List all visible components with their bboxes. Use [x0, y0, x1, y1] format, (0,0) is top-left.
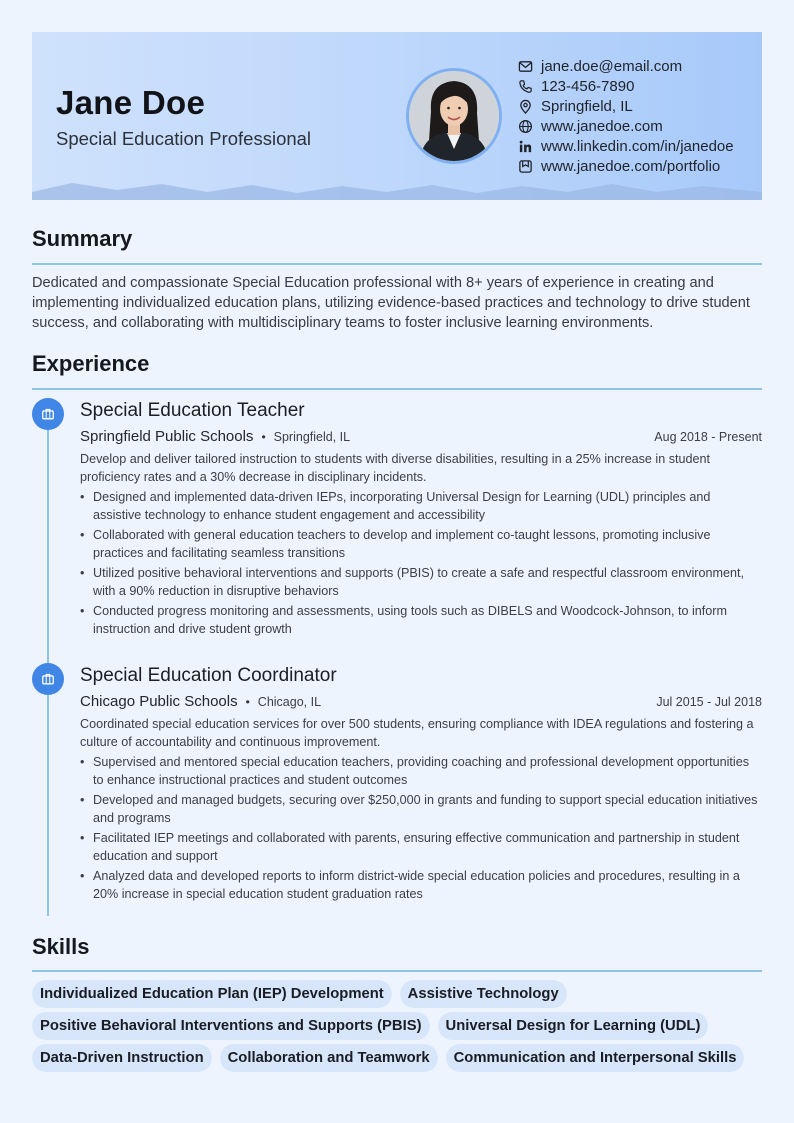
contact-location-text: Springfield, IL — [541, 97, 633, 115]
location-pin-icon — [518, 99, 533, 114]
contact-portfolio[interactable] — [518, 156, 734, 176]
job-entry — [80, 398, 762, 638]
contact-phone[interactable] — [518, 76, 734, 96]
globe-icon — [518, 119, 533, 134]
contact-email[interactable] — [518, 56, 734, 76]
job-title: Special Education Teacher — [80, 400, 305, 421]
contact-list — [518, 56, 734, 176]
skill-chip: Individualized Education Plan (IEP) Development — [32, 980, 392, 1008]
header-wave-decoration — [32, 180, 762, 200]
experience-heading: Experience — [32, 351, 150, 376]
profile-photo — [406, 68, 502, 164]
skill-chip: Collaboration and Teamwork — [220, 1044, 438, 1072]
contact-portfolio-text: www.janedoe.com/portfolio — [541, 157, 721, 175]
mail-icon — [518, 59, 533, 74]
summary-divider — [32, 263, 762, 265]
job-bullets — [80, 753, 762, 903]
skills-row — [32, 980, 762, 1008]
skill-chip: Communication and Interpersonal Skills — [446, 1044, 745, 1072]
briefcase-icon — [41, 672, 55, 686]
skills-heading: Skills — [32, 934, 90, 959]
meta-separator: • — [261, 430, 266, 444]
linkedin-icon — [518, 139, 533, 154]
job-dates: Aug 2018 - Present — [654, 430, 762, 444]
skills-row — [32, 1044, 762, 1072]
skills-list — [32, 980, 762, 1076]
job-bullet: • Designed and implemented data-driven IEPs, incorporating Universal Design for Learning (UDL) principles and assistive technology to enhance student engagement and accessibility — [80, 488, 762, 524]
job-meta — [80, 689, 762, 715]
experience-divider — [32, 388, 762, 390]
job-location: Chicago, IL — [257, 695, 322, 709]
timeline-dot — [32, 663, 64, 695]
contact-linkedin[interactable] — [518, 136, 734, 156]
job-location: Springfield, IL — [273, 430, 351, 444]
job-bullet: • Supervised and mentored special education teachers, providing coaching and professional development opportunities to enhance instructional practices and student outcomes — [80, 753, 762, 789]
candidate-title: Special Education Professional — [56, 128, 312, 149]
contact-website-text: www.janedoe.com — [541, 117, 663, 135]
contact-phone-text: 123-456-7890 — [541, 77, 635, 95]
job-description: Develop and deliver tailored instruction to students with diverse disabilities, resulting in a 25% increase in student proficiency rates and a 30% decrease in disciplinary incidents. — [80, 452, 711, 484]
contact-website[interactable] — [518, 116, 734, 136]
skill-chip: Data-Driven Instruction — [32, 1044, 212, 1072]
job-description: Coordinated special education services for over 500 students, ensuring compliance with IDEA regulations and fostering a culture of accountability and continuous improvement. — [80, 717, 754, 749]
skills-row — [32, 1012, 762, 1040]
job-company: Springfield Public Schools — [80, 428, 254, 445]
job-bullet: • Analyzed data and developed reports to inform district-wide special education policies and procedures, resulting in a 20% increase in special education student graduation rates — [80, 867, 762, 903]
meta-separator: • — [245, 695, 250, 709]
skill-chip: Universal Design for Learning (UDL) — [438, 1012, 709, 1040]
timeline-dot — [32, 398, 64, 430]
job-bullet: • Collaborated with general education teachers to develop and implement co-taught lessons, promoting inclusive practices and facilitating seamless transitions — [80, 526, 762, 562]
contact-email-text: jane.doe@email.com — [541, 57, 683, 75]
summary-heading: Summary — [32, 226, 133, 251]
candidate-name: Jane Doe — [56, 84, 206, 121]
summary-text: Dedicated and compassionate Special Education professional with 8+ years of experience in creating and implementing individualized education plans, utilizing evidence-based practices and technology to drive student success, and collaborating with multidisciplinary teams to foster inclusive learning environments. — [32, 275, 750, 331]
job-bullet: • Developed and managed budgets, securing over $250,000 in grants and funding to support special education initiatives and programs — [80, 791, 762, 827]
job-entry — [80, 663, 762, 903]
job-bullets — [80, 488, 762, 638]
job-title: Special Education Coordinator — [80, 665, 337, 686]
skills-divider — [32, 970, 762, 972]
job-dates: Jul 2015 - Jul 2018 — [656, 695, 762, 709]
job-meta — [80, 424, 762, 450]
job-bullet: • Facilitated IEP meetings and collaborated with parents, ensuring effective communication and partnership in student education and support — [80, 829, 762, 865]
skill-chip: Positive Behavioral Interventions and Supports (PBIS) — [32, 1012, 430, 1040]
job-bullet: • Utilized positive behavioral interventions and supports (PBIS) to create a safe and respectful classroom environment, with a 90% reduction in disruptive behaviors — [80, 564, 762, 600]
resume-header — [32, 32, 762, 200]
contact-linkedin-text: www.linkedin.com/in/janedoe — [541, 137, 734, 155]
job-company: Chicago Public Schools — [80, 693, 238, 710]
contact-location — [518, 96, 734, 116]
skill-chip: Assistive Technology — [400, 980, 567, 1008]
briefcase-icon — [41, 407, 55, 421]
portfolio-icon — [518, 159, 533, 174]
phone-icon — [518, 79, 533, 94]
job-bullet: • Conducted progress monitoring and assessments, using tools such as DIBELS and Woodcock-Johnson, to inform instruction and drive student growth — [80, 602, 762, 638]
